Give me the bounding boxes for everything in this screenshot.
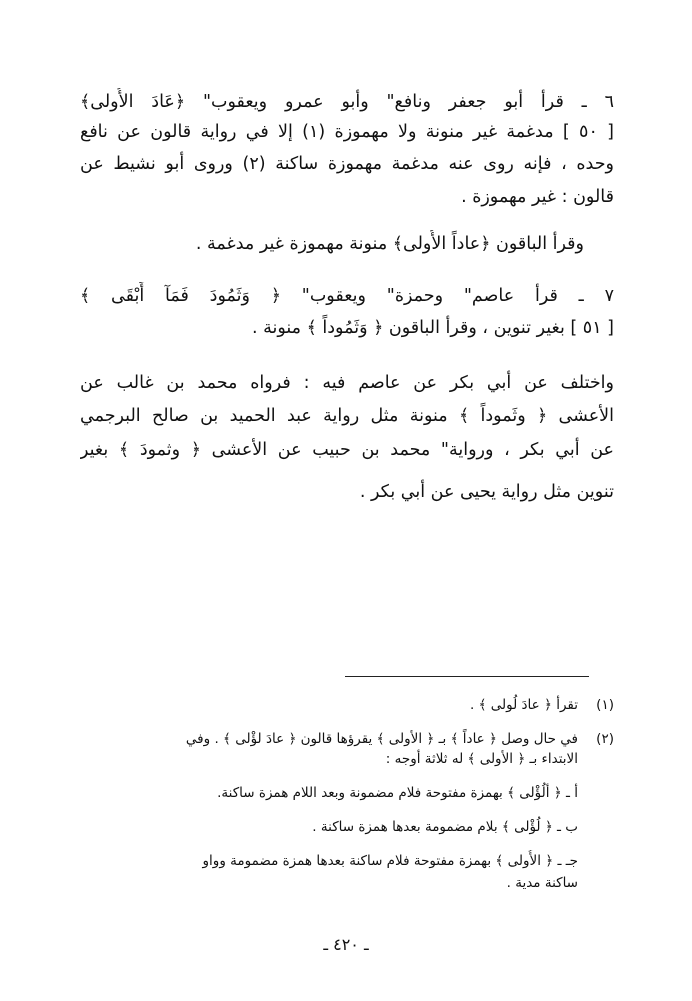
footnote-line: [90, 816, 614, 840]
body-line: ٧ ـ قرأ عاصم" وحمزة" ويعقوب" ﴿ وَثَمُودَ فَمَآ أَبْقَى ﴾: [80, 286, 614, 306]
page-number: ـ ٤٢٠ ـ: [323, 935, 369, 954]
body-line: [ ٥١ ] بغير تنوين ، وقرأ الباقون ﴿ وَثَمُوداً ﴾ منونة .: [251, 318, 614, 338]
footnote-number: (١): [596, 697, 614, 713]
footnote-number: (٢): [596, 731, 614, 747]
footnote-text: في حال وصل ﴿ عاداً ﴾ بـ ﴿ الأولى ﴾ يقرؤها قالون ﴿ عادَ لؤْلى ﴾ . وفي: [185, 731, 578, 747]
footnote-separator: [345, 676, 589, 677]
body-line: تنوين مثل رواية يحيى عن أبي بكر .: [359, 482, 614, 502]
footnote-line: [90, 850, 614, 874]
footnote-text: تقرأ ﴿ عادَ لُولى ﴾ .: [470, 697, 578, 713]
footnote-line: [90, 872, 614, 896]
footnote-text: ب ـ ﴿ لُؤْلى ﴾ بلام مضمومة بعدها همزة ساكنة .: [312, 819, 578, 835]
body-line: قالون : غير مهموزة .: [461, 187, 614, 207]
footnote-line: [90, 748, 614, 772]
footnote-text: ساكنة مدية .: [506, 875, 578, 891]
footnote-text: الابتداء بـ ﴿ الأولى ﴾ له ثلاثة أوجه :: [385, 751, 578, 767]
body-line: ٦ ـ قرأ أبو جعفر ونافع" وأبو عمرو ويعقوب" ﴿عَادَ الأُولى﴾: [80, 92, 614, 112]
footnote-text: أ ـ ﴿ ألُؤْلى ﴾ بهمزة مفتوحة فلام مضمونة وبعد اللام همزة ساكنة.: [217, 785, 578, 801]
body-line: وقرأ الباقون ﴿عاداً الأُولى﴾ منونة مهموزة غير مدغمة .: [195, 234, 584, 254]
body-line: عن أبي بكر ، ورواية" محمد بن حبيب عن الأعشى ﴿ وثمودَ ﴾ بغير: [80, 440, 614, 460]
footnote-line: [90, 694, 614, 718]
footnote-line: [90, 782, 614, 806]
body-line: وحده ، فإنه روى عنه مدغمة مهموزة ساكنة (٢) وروى أبو نشيط عن: [80, 154, 614, 174]
body-line: واختلف عن أبي بكر عن عاصم فيه : فرواه محمد بن غالب عن: [80, 373, 614, 393]
body-line: الأعشى ﴿ وثَموداً ﴾ منونة مثل رواية عبد الحميد بن صالح البرجمي: [80, 406, 614, 426]
footnote-text: جـ ـ ﴿ الأُولى ﴾ بهمزة مفتوحة فلام ساكنة بعدها همزة مضمومة وواو: [202, 853, 578, 869]
body-line: [ ٥٠ ] مدغمة غير منونة ولا مهموزة (١) إلا في رواية قالون عن نافع: [80, 122, 614, 142]
